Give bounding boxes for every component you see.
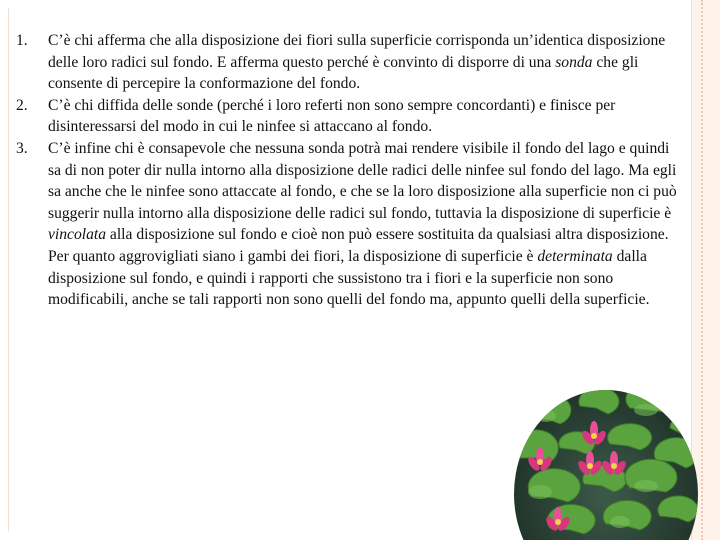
list-number: 3.	[16, 139, 28, 157]
italic-term: vincolata	[48, 226, 107, 244]
water-lily-pond-image	[510, 388, 702, 540]
list-text: C’è chi afferma che alla disposizione dei fiori sulla superficie corrisponda un’identica disposizione delle loro radici sul fondo. E afferma questo perché è convinto di disporre di una sonda che gli consente di percepire la conformazione del fondo.	[48, 32, 666, 93]
numbered-list	[14, 30, 682, 311]
list-item	[14, 95, 682, 138]
list-text: C’è infine chi è consapevole che nessuna sonda potrà mai rendere visibile il fondo del lago e quindi sa di non poter dir nulla intorno alla disposizione delle radici delle ninfee sul fondo del lago. Ma egli sa anche che le ninfee sono attaccate al fondo, e che se la loro disposizione alla superficie non ci può suggerir nulla intorno alla disposizione delle radici sul fondo, tuttavia la disposizione di superficie è vincolata alla disposizione sul fondo e cioè non può essere sostituita da qualsiasi altra disposizione. Per quanto aggrovigliati siano i gambi dei fiori, la disposizione di superficie è determinata dalla disposizione sul fondo, e quindi i rapporti che sussistono tra i fiori e la superficie non sono modificabili, anche se tali rapporti non sono quelli del fondo ma, appunto quelli della superficie.	[48, 139, 677, 309]
list-number: 1.	[16, 32, 28, 49]
list-number: 2.	[16, 96, 28, 114]
list-item	[14, 138, 682, 311]
list-text: C’è chi diffida delle sonde (perché i loro referti non sono sempre concordanti) e finisce per disinteressarsi del modo in cui le ninfee si attaccano al fondo.	[48, 96, 616, 136]
italic-term: determinata	[537, 247, 613, 265]
italic-term: sonda	[555, 53, 593, 71]
list-item	[14, 30, 682, 95]
